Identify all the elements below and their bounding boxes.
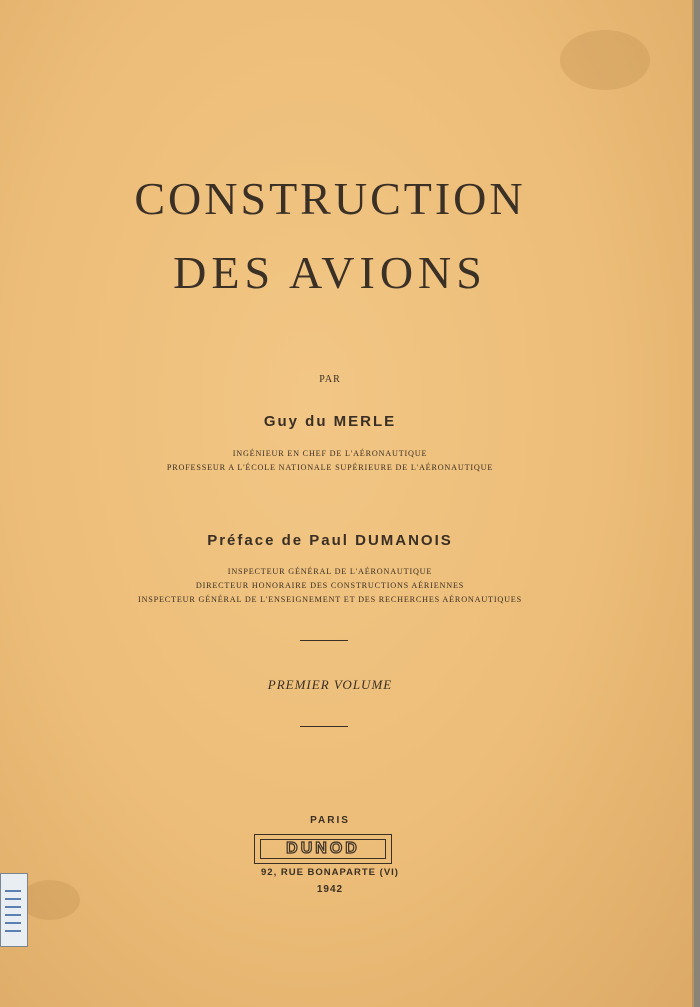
- title-line-2: DES AVIONS: [173, 247, 487, 298]
- author-name: Guy du MERLE: [263, 413, 397, 430]
- preface-title-line: DIRECTEUR HONORAIRE DES CONSTRUCTIONS AÉRIENNES: [195, 581, 465, 590]
- author-title-line: PROFESSEUR A L'ÉCOLE NATIONALE SUPÉRIEURE DE L'AÉRONAUTIQUE: [166, 463, 494, 472]
- volume-label: PREMIER VOLUME: [267, 677, 393, 692]
- publisher-name: DUNOD: [260, 839, 386, 859]
- publisher-logo: [254, 834, 392, 864]
- divider: [300, 640, 348, 641]
- title-line-1: CONSTRUCTION: [134, 173, 526, 224]
- preface-title-line: INSPECTEUR GÉNÉRAL DE L'AÉRONAUTIQUE: [227, 567, 433, 576]
- publication-year: 1942: [316, 884, 344, 895]
- divider: [300, 726, 348, 727]
- publisher-city: PARIS: [310, 815, 350, 826]
- publisher-address: 92, RUE BONAPARTE (VI): [261, 867, 399, 878]
- author-title-line: INGÉNIEUR EN CHEF DE L'AÉRONAUTIQUE: [232, 449, 428, 458]
- by-label: PAR: [319, 374, 341, 385]
- preface-title-line: INSPECTEUR GÉNÉRAL DE L'ENSEIGNEMENT ET DES RECHERCHES AÉRONAUTIQUES: [138, 595, 522, 604]
- library-label-sticker: [0, 873, 28, 947]
- paper-stain: [560, 30, 650, 90]
- preface-author-titles: [0, 565, 660, 607]
- preface-credit: Préface de Paul DUMANOIS: [207, 532, 453, 549]
- author-titles: [0, 447, 660, 475]
